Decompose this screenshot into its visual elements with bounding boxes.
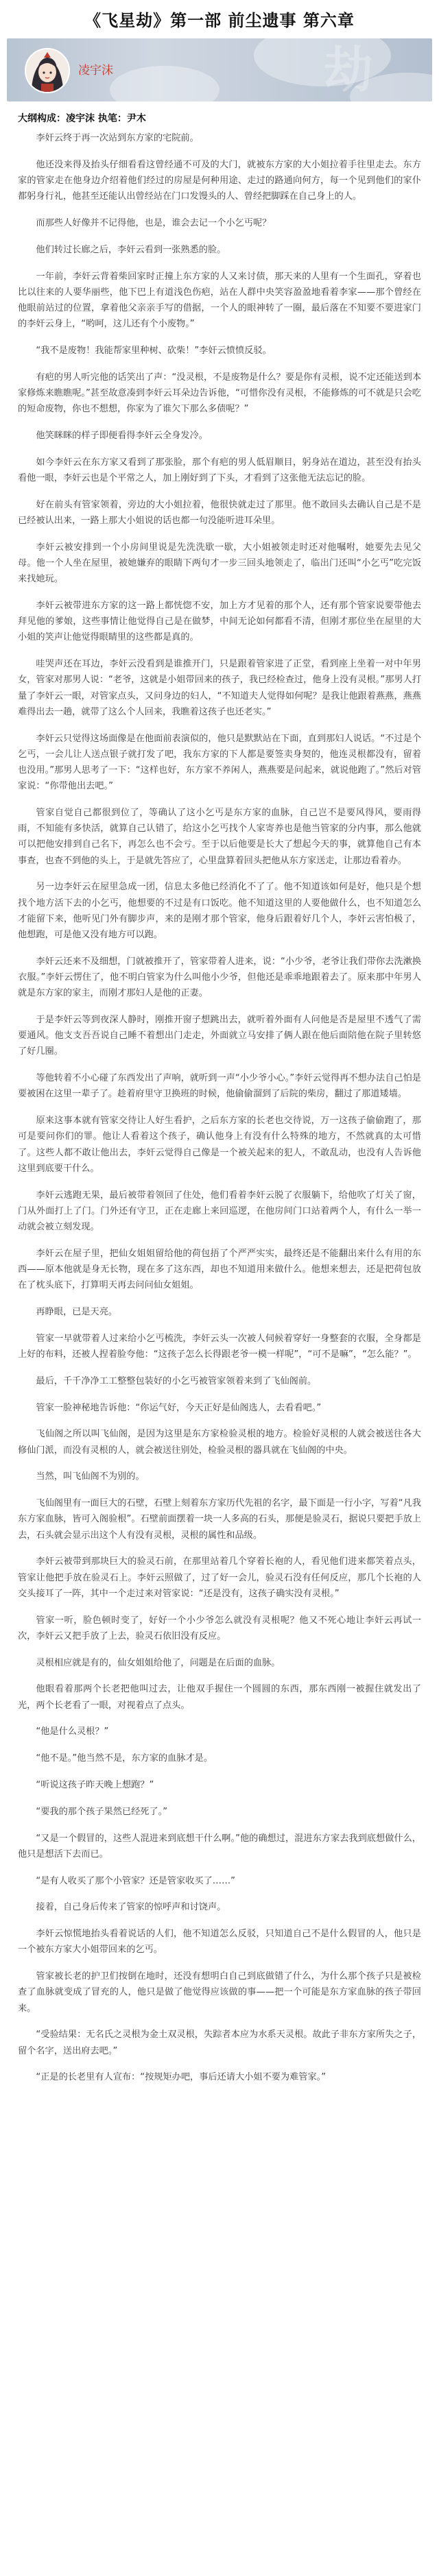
paragraph: 李奸云被带进东方家的这一路上都恍惚不安，加上方才见着的那个人，还有那个管家说要带他去拜见他的爹娘，这些事情让他觉得自己是在做梦，中间无论如何都看不清，但刚才那位坐在屋里的大小姐的笑声让他觉得眼睛里的这些都是真的。: [18, 601, 421, 643]
paragraph: 于是李奸云等到夜深人静时，刚推开窗子想跳出去，就听着外面有人问他是否是屋里不透气了需要通风。他支支吾吾说自己睡不着想出门走走，外面就立马安排了俩人跟在他后面陪他在院子里转悠了好几圈。: [18, 1015, 421, 1057]
paragraph: 等他转着不小心碰了东西发出了声响，就听到一声“小少爷小心。”李奸云觉得再不想办法自己怕是要被困在这里一辈子了。趁着府里守卫换班的时候，他偷偷溜到了后院的柴房，翻过了那道矮墙。: [18, 1073, 421, 1100]
author-name[interactable]: 凌宇沫: [78, 64, 113, 77]
paragraph: 他们转过长廊之后，李奸云看到一张熟悉的脸。: [36, 244, 226, 255]
paragraph: 李奸云只觉得这场面像是在他面前表演似的，他只是默默站在下面，直到那妇人说话。“不过是个乞丐，一会儿让人送点银子就打发了吧，我东方家的下人都是要签卖身契的，他连灵根都没有，留着也没用。”那男人思考了一下：“这样也好，东方家不养闲人，燕燕要是问起来，就说他跑了。”然后对管家说：“你带他出去吧。”: [18, 733, 421, 792]
paragraph: 最后，千千净净工工整整包装好的小乞丐被管家领着来到了飞仙阁前。: [36, 1375, 317, 1386]
paragraph: 管家被长老的护卫们按倒在地时，还没有想明白自己到底做错了什么，为什么那个孩子只是被检查了血脉就变成了冒充的人，他只是做了他觉得应该做的事——把一个可能是东方家血脉的孩子带回来。: [18, 1971, 421, 2014]
paragraph: 管家一脸神秘地告诉他：“你运气好，今天正好是仙阁选人，去看看吧。”: [36, 1402, 322, 1413]
paragraph: “又是一个假冒的，这些人混进来到底想干什么啊。”他的确想过，混进东方家去我到底想做什么，他只是想活下去而已。: [18, 1833, 421, 1859]
paragraph: 管家自觉自己都很到位了，等确认了这小乞丐是东方家的血脉，自己岂不是要风得风，要雨得雨，不知能有多快活，就算自己认错了，给这小乞丐找个人家寄养也是他当管家的分内事，那么他就可以把他安排到自己名下，再怎么也不会亏。至于以后他要是长大了想起今天的事，就算他自己有本事查，也查不到他的头上，于是就先答应了，心里盘算着回头把他从东方家送走，让那边看着办。: [18, 808, 421, 866]
paragraph: 另一边李奸云在屋里急成一团，信息太多他已经消化不了了。他不知道该如何是好，他只是个想找个地方活下去的小乞丐，他想要的不过是有口饭吃。他不知道这里的人要他做什么，也不知道怎么才能留下来，他听见门外有脚步声，来的是刚才那个管家，他身后跟着好几个人，李奸云害怕极了，他想跑，可是他又没有地方可以跑。: [18, 882, 421, 941]
author-banner: [7, 38, 432, 101]
paragraph: 如今李奸云在东方家又看到了那张脸，那个有疤的男人低眉顺目，躬身站在道边，甚至没有抬头看他一眼，李奸云也是个平常之人，加上刚好到了下头，才看到了这张他无法忘记的脸。: [18, 457, 421, 483]
paragraph: 飞仙阁里有一面巨大的石壁，石壁上刻着东方家历代先祖的名字，最下面是一行小字，写着“凡我东方家血脉，皆可入阁验根”。石壁前面摆着一块一人多高的石头，那便是验灵石，据说只要把手放上去，石头就会显示出这个人有没有灵根，灵根的属性和品级。: [18, 1498, 421, 1541]
paragraph: 而那些人好像并不记得他，也是，谁会去记一个小乞丐呢？: [36, 218, 272, 228]
paragraph: 管家一听，脸色顿时变了，好好一个小少爷怎么就没有灵根呢？他又不死心地让李奸云再试一次，李奸云又把手放了上去，验灵石依旧没有反应。: [18, 1615, 421, 1641]
paragraph: 好在前头有管家领着，旁边的大小姐拉着，他很快就走过了那里。他不敢回头去确认自己是不是已经被认出来，一路上那大小姐说的话也都一句没能听进耳朵里。: [18, 499, 421, 526]
chapter-body: [0, 130, 439, 2086]
paragraph: 飞仙阁之所以叫飞仙阁，是因为这里是东方家检验灵根的地方。检验好灵根的人就会被送往各大修仙门派，而没有灵根的人，就会被送往别处，检验灵根的器具就在飞仙阁的中央。: [18, 1429, 421, 1456]
paragraph: “他不是。”他当然不是，东方家的血脉才是。: [36, 1753, 213, 1764]
paragraph: 他还没来得及抬头仔细看看这曾经通不可及的大门，就被东方家的大小姐拉着手往里走去。东方家的管家走在他身边介绍着他们经过的房屋是何种用途、走过的路通向何方，每一个见到他们的家仆都躬身行礼，他甚至还能认出曾经站在门口发馒头的人、曾经把脚踩在自己身上的人。: [18, 159, 421, 202]
paragraph: 管家一早就带着人过来给小乞丐梳洗，李奸云头一次被人伺候着穿好一身整套的衣服，全身都是上好的布料，还被人捏着脸夸他：“这孩子怎么长得跟老爷一模一样呢”，“可不是嘛”，“怎么能？”。: [18, 1333, 421, 1360]
paragraph: “他是什么灵根？”: [36, 1726, 109, 1737]
paragraph: “是有人收买了那个小管家？还是管家收买了……”: [36, 1875, 235, 1886]
paragraph: 灵根相应就是有的，仙女姐姐给他了，问题是在后面的血脉。: [36, 1657, 281, 1668]
paragraph: “要我的那个孩子果然已经死了。”: [36, 1806, 168, 1817]
paragraph: 李奸云被安排到一个小房间里说是先洗洗歇一歇，大小姐被领走时还对他嘱咐，她要先去见父母。他一个人坐在屋里，被她嫌弃的眼睛下两句才一步三回头地领走了，临出门还叫“小乞丐”吃完饭来找她玩。: [18, 542, 421, 585]
paragraph: “受验结果：无名氏之灵根为金土双灵根，失踪者本应为水系天灵根。故此子非东方家所失之子，留个名字，送出府去吧。”: [18, 2030, 421, 2056]
paragraph: 有疤的男人听完他的话笑出了声：“没灵根，不是废物是什么？要是你有灵根，说不定还能送到本家修炼来瞧瞧呢。”甚至故意凑到李奸云耳朵边告诉他，“可惜你没有灵根，不能修炼的可不就是只会吃的短命废物，你也不想想，你家为了谁欠下那么多债呢？”: [18, 372, 421, 415]
paragraph: 原来这事本就有管家交待让人好生看护，之后东方家的长老也交待说，万一这孩子偷偷跑了，那可是要问你们的罪。他让人看着这个孩子，确认他身上有没有什么特殊的地方，不然就真的太可惜了。这些人都不敢让他出去，李奸云觉得自己像是一个被关起来的犯人，不敢乱动，也没有人告诉他这里到底要干什么。: [18, 1116, 421, 1174]
paragraph: “听说这孩子昨天晚上想跑？”: [36, 1780, 154, 1791]
paragraph: 接着，自己身后传来了管家的惊呼声和讨饶声。: [36, 1902, 226, 1913]
paragraph: 他笑眯眯的样子即便看得李奸云全身发冷。: [36, 431, 208, 441]
banner-watermark: 劫: [323, 40, 377, 99]
paragraph: “正是的长老里有人宣布：“按规矩办吧，事后还请大小姐不要为难管家。”: [36, 2072, 327, 2083]
paragraph: 李奸云被带到那块巨大的验灵石前，在那里站着几个穿着长袍的人，看见他们进来都笑着点头，管家让他把手放在验灵石上。李奸云照做了，过了好一会儿，验灵石没有任何反应，那几个长袍的人交头接耳了一阵，其中一个走过来对管家说：“还是没有，这孩子确实没有灵根。”: [18, 1556, 421, 1599]
chapter-title: 《飞星劫》第一部 前尘遗事 第六章: [84, 11, 355, 30]
paragraph: 再睁眼，已是天亮。: [36, 1307, 118, 1318]
credits-line: 大纲构成：凌宇沫 执笔：尹木: [18, 113, 146, 124]
paragraph: 一年前，李奸云背着柴回家时正撞上东方家的人又来讨债，那天来的人里有一个生面孔，穿着也比以往来的人要华丽些，他下巴上有道浅色伤疤，站在人群中央笑容盈盈地看着李家——那个曾经在他眼前站过的位置，拿着他父亲亲手写的借据，一个人的眼神转了一圈，最后落在不知要不要进家门的李奸云身上，“哟呵，这儿还有个小废物。”: [18, 271, 421, 330]
paragraph: 李奸云在屋子里，把仙女姐姐留给他的荷包捂了个严严实实，最终还是不能翻出来什么有用的东西——原本他就是身无长物，现在多了这东西，却也不知道用来做什么。他想来想去，还是把荷包放在了枕头底下，打算明天再去问问仙女姐姐。: [18, 1248, 421, 1291]
paragraph: 哇哭声还在耳边，李奸云没看到是谁推开门，只是跟着管家进了正堂，看到座上坐着一对中年男女，管家对那男人说：“老爷，这就是小姐带回来的孩子，我已经检查过，他身上没有灵根。”那男人打量了李奸云一眼，对管家点头，又问身边的妇人，“不知道夫人觉得如何呢？是我让他跟着燕燕，燕燕难得出去一趟，就带了这么个人回来，我瞧着这孩子也还老实。”: [18, 659, 421, 717]
paragraph: 当然，叫飞仙阁不为别的。: [36, 1471, 145, 1482]
author-avatar[interactable]: [25, 48, 70, 93]
paragraph: 他眼看着那两个长老把他叫过去，让他双手握住一个圆圆的东西，那东西刚一被握住就发出了光，两个长老看了一眼，对视着点了点头。: [18, 1684, 421, 1711]
paragraph: 李奸云终于再一次站到东方家的宅院前。: [36, 133, 199, 143]
paragraph: 李奸云还来不及细想，门就被推开了，管家带着人进来，说：“小少爷，老爷让我们带你去洗漱换衣服。”李奸云愣住了，他不明白管家为什么叫他小少爷，但他还是乖乖地跟着去了。原来那中年男人就是东方家的家主，而刚才那妇人是他的正妻。: [18, 956, 421, 999]
paragraph: “我不是废物！我能帮家里种树、砍柴！”李奸云愤愤反驳。: [36, 346, 272, 356]
paragraph: 李奸云逃跑无果，最后被带着领回了住处，他们看着李奸云脱了衣服躺下，给他吹了灯关了窗，门从外面打上了门。门外还有守卫，正在走廊上来回巡逻，在他房间门口站着两个人，有什么一举一动就会被立刻发现。: [18, 1190, 421, 1233]
avatar-portrait-icon: [26, 49, 69, 92]
paragraph: 李奸云惊慌地抬头看着说话的人们，他不知道怎么反驳，只知道自己不是什么假冒的人，他只是一个被东方家大小姐带回来的乞丐。: [18, 1929, 421, 1955]
